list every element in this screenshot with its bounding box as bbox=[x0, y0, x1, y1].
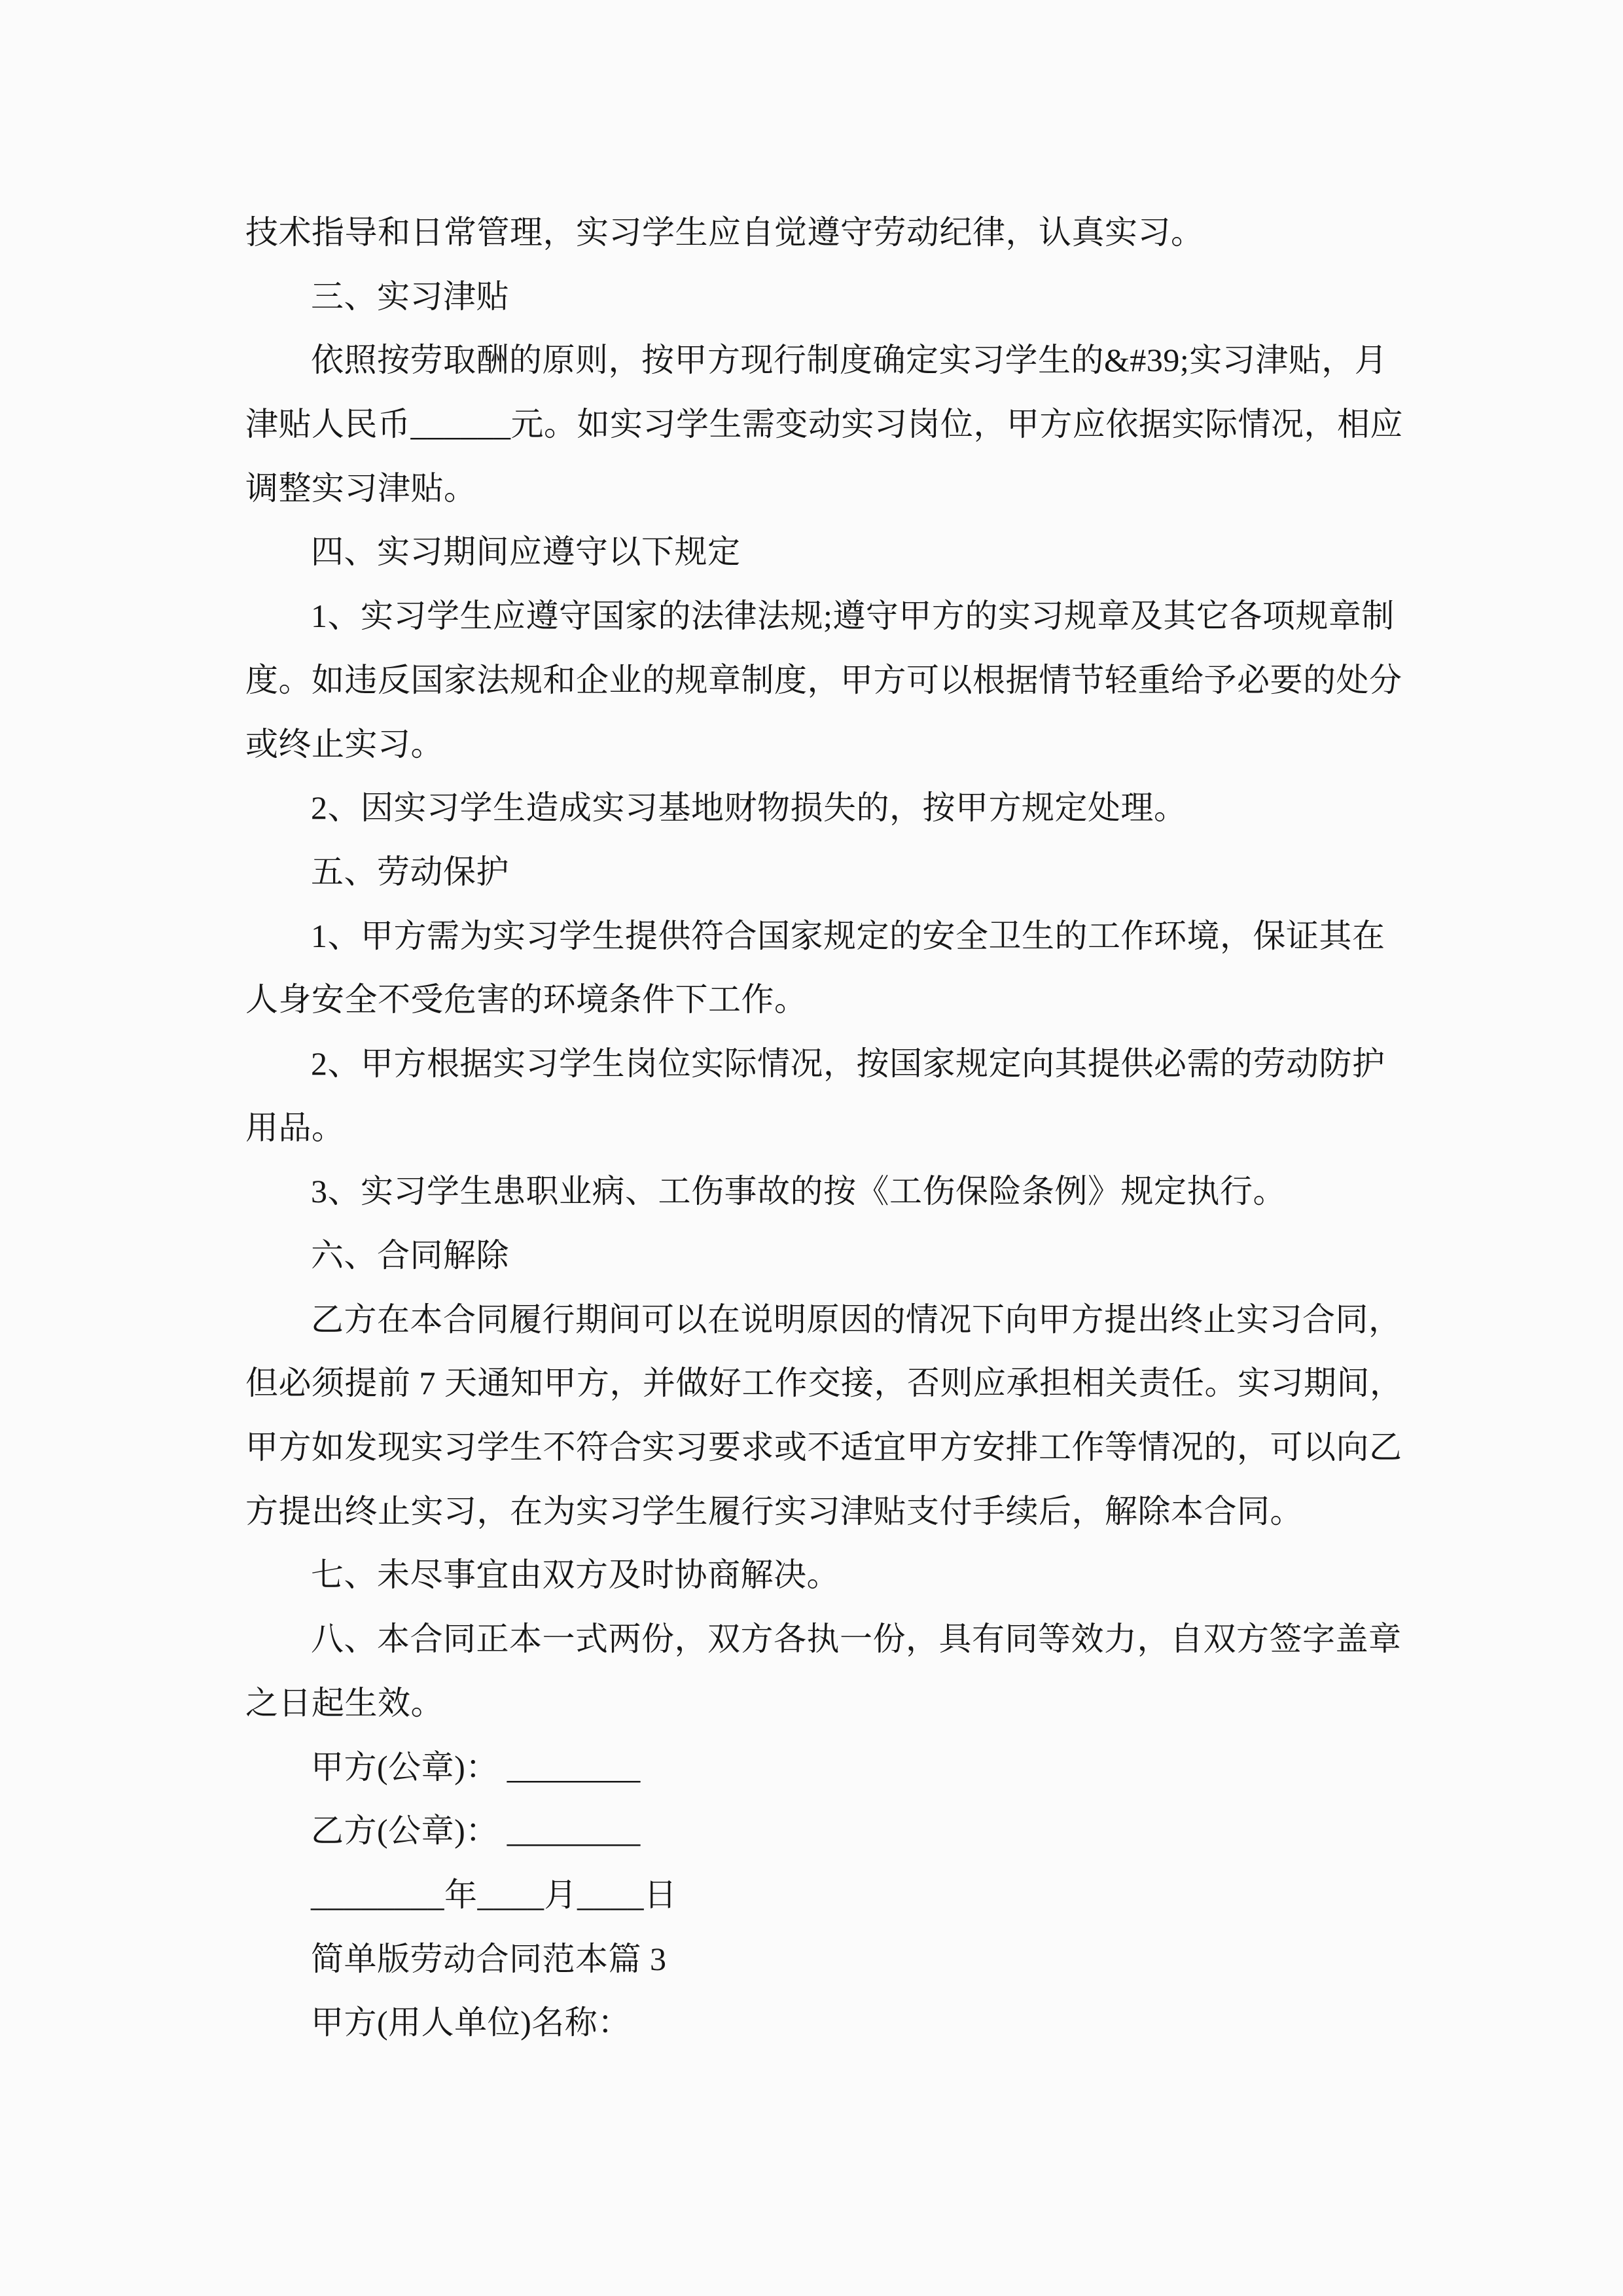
content-line: 三、实习津贴 bbox=[311, 278, 509, 315]
content-line: 乙方(公章)： ________ bbox=[311, 1812, 641, 1850]
content-line: 七、未尽事宜由双方及时协商解决。 bbox=[311, 1556, 840, 1594]
document-body bbox=[245, 201, 1403, 2055]
content-line: 度。如违反国家法规和企业的规章制度，甲方可以根据情节轻重给予必要的处分 bbox=[245, 661, 1402, 698]
content-line: 或终止实习。 bbox=[245, 725, 444, 762]
content-line: 之日起生效。 bbox=[245, 1684, 444, 1721]
content-line: 调整实习津贴。 bbox=[245, 469, 477, 507]
content-line: 四、实习期间应遵守以下规定 bbox=[311, 533, 741, 571]
content-line: 津贴人民币______元。如实习学生需变动实习岗位，甲方应依据实际情况，相应 bbox=[245, 406, 1403, 443]
content-line: 2、因实习学生造成实习基地财物损失的，按甲方规定处理。 bbox=[311, 789, 1187, 827]
content-line: 用品。 bbox=[245, 1109, 345, 1146]
content-line: 六、合同解除 bbox=[311, 1237, 509, 1274]
content-line: 1、实习学生应遵守国家的法律法规;遵守甲方的实习规章及其它各项规章制 bbox=[311, 598, 1395, 635]
content-line: 八、本合同正本一式两份，双方各执一份，具有同等效力，自双方签字盖章 bbox=[311, 1621, 1402, 1658]
content-line: 甲方(公章)： ________ bbox=[311, 1748, 641, 1785]
content-line: 甲方如发现实习学生不符合实习要求或不适宜甲方安排工作等情况的，可以向乙 bbox=[245, 1429, 1402, 1466]
content-line: 2、甲方根据实习学生岗位实际情况，按国家规定向其提供必需的劳动防护 bbox=[311, 1045, 1385, 1082]
content-line: 方提出终止实习，在为实习学生履行实习津贴支付手续后，解除本合同。 bbox=[245, 1492, 1303, 1530]
content-line: 依照按劳取酬的原则，按甲方现行制度确定实习学生的&#39;实习津贴，月 bbox=[311, 342, 1388, 379]
content-line: 五、劳动保护 bbox=[311, 853, 509, 890]
content-line: 甲方(用人单位)名称： bbox=[311, 2004, 631, 2041]
content-line: 但必须提前 7 天通知甲方，并做好工作交接，否则应承担相关责任。实习期间， bbox=[245, 1365, 1403, 1402]
content-line: 技术指导和日常管理，实习学生应自觉遵守劳动纪律，认真实习。 bbox=[245, 214, 1204, 251]
content-line: 1、甲方需为实习学生提供符合国家规定的安全卫生的工作环境，保证其在 bbox=[311, 917, 1385, 954]
content-line: ________年____月____日 bbox=[311, 1876, 677, 1913]
content-line: 简单版劳动合同范本篇 3 bbox=[311, 1940, 667, 1977]
content-line: 乙方在本合同履行期间可以在说明原因的情况下向甲方提出终止实习合同， bbox=[311, 1300, 1402, 1338]
content-line: 人身安全不受危害的环境条件下工作。 bbox=[245, 981, 808, 1018]
content-line: 3、实习学生患职业病、工伤事故的按《工伤保险条例》规定执行。 bbox=[311, 1173, 1286, 1210]
